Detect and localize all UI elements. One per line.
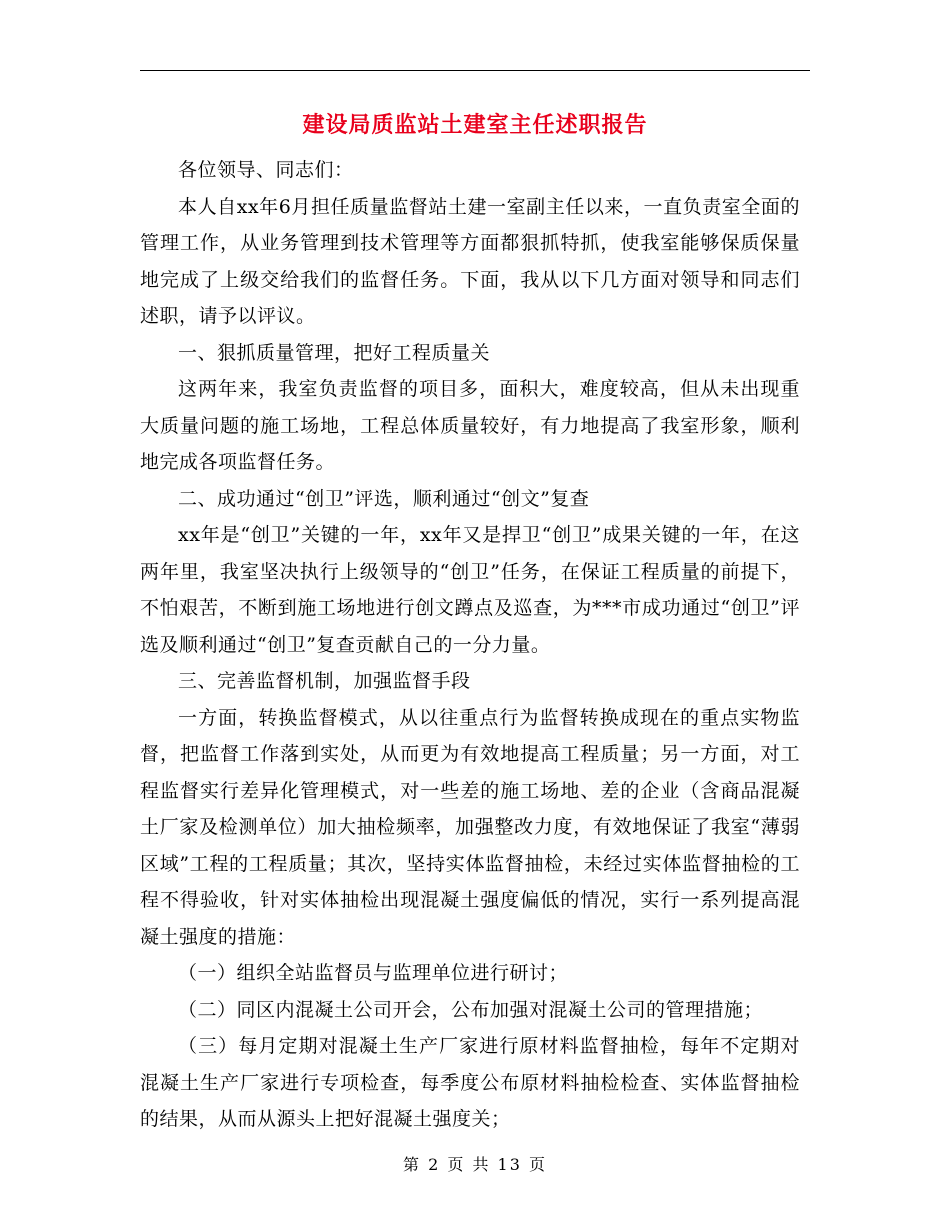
section-heading-1: 一、狠抓质量管理，把好工程质量关: [178, 341, 491, 364]
section-heading-2: 二、成功通过“创卫”评选，顺利通过“创文”复查: [178, 487, 590, 510]
intro-paragraph: 本人自xx年6月担任质量监督站土建一室副主任以来，一直负责室全面的管理工作，从业务管理到技术管理等方面都狠抓特抓，使我室能够保质保量地完成了上级交给我们的监督任务。下面，我从以下几方面对领导和同志们述职，请予以评议。: [140, 195, 800, 327]
document-title: 建设局质监站土建室主任述职报告: [302, 113, 648, 138]
page-number: 第 2 页 共 13 页: [403, 1155, 547, 1174]
section-heading-3: 三、完善监督机制，加强监督手段: [178, 670, 471, 692]
list-item-3: （三）每月定期对混凝土生产厂家进行原材料监督抽检，每年不定期对混凝土生产厂家进行专项检查，每季度公布原材料抽检检查、实体监督抽检的结果，从而从源头上把好混凝土强度关；: [140, 1035, 800, 1130]
list-item-1: （一）组织全站监督员与监理单位进行研讨；: [178, 962, 569, 984]
section-paragraph-1: 这两年来，我室负责监督的项目多，面积大，难度较高，但从未出现重大质量问题的施工场地，工程总体质量较好，有力地提高了我室形象，顺利地完成各项监督任务。: [140, 378, 800, 473]
salutation: 各位领导、同志们：: [178, 159, 354, 181]
document-body: [140, 152, 800, 1138]
list-item-2: （二）同区内混凝土公司开会，公布加强对混凝土公司的管理措施；: [178, 998, 764, 1021]
section-paragraph-3: 一方面，转换监督模式，从以往重点行为监督转换成现在的重点实物监督，把监督工作落到实处，从而更为有效地提高工程质量；另一方面，对工程监督实行差异化管理模式，对一些差的施工场地、差的企业（含商品混凝土厂家及检测单位）加大抽检频率，加强整改力度，有效地保证了我室“薄弱区域”工程的工程质量；其次，坚持实体监督抽检，未经过实体监督抽检的工程不得验收，针对实体抽检出现混凝土强度偏低的情况，实行一系列提高混凝土强度的措施：: [140, 706, 800, 948]
header-rule: [140, 70, 810, 71]
section-paragraph-2: xx年是“创卫”关键的一年，xx年又是捍卫“创卫”成果关键的一年，在这两年里，我室坚决执行上级领导的“创卫”任务，在保证工程质量的前提下，不怕艰苦，不断到施工场地进行创文蹲点及巡查，为***市成功通过“创卫”评选及顺利通过“创卫”复查贡献自己的一分力量。: [140, 524, 800, 656]
